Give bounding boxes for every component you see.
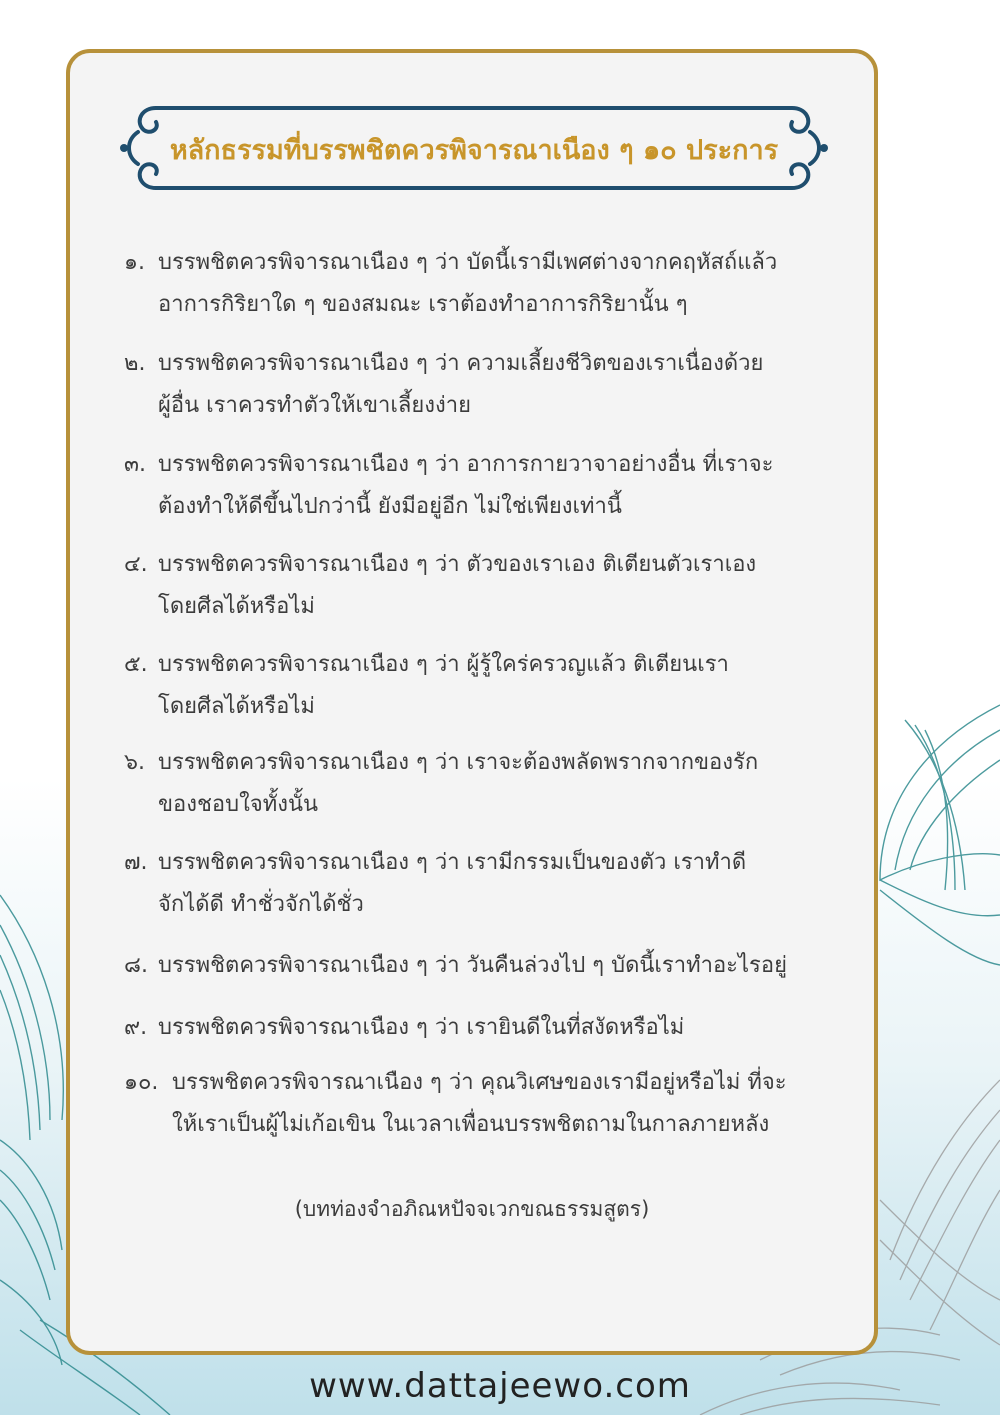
item-text-line2: ของชอบใจทั้งนั้น [158, 792, 319, 817]
item-text-line1: บรรพชิตควรพิจารณาเนือง ๆ ว่า เราจะต้องพลัดพรากจากของรัก [158, 750, 759, 775]
item-text-line2: อาการกิริยาใด ๆ ของสมณะ เราต้องทำอาการกิริยานั้น ๆ [158, 292, 688, 317]
item-number: ๗. [124, 850, 148, 875]
item-text-line1: บรรพชิตควรพิจารณาเนือง ๆ ว่า ผู้รู้ใคร่ครวญแล้ว ติเตียนเรา [158, 652, 729, 677]
item-text-line1: บรรพชิตควรพิจารณาเนือง ๆ ว่า เรามีกรรมเป็นของตัว เราทำดี [158, 850, 747, 875]
item-number: ๖. [124, 750, 145, 775]
item-text-line1: บรรพชิตควรพิจารณาเนือง ๆ ว่า ตัวของเราเอง ติเตียนตัวเราเอง [158, 552, 757, 577]
item-text-line2: ให้เราเป็นผู้ไม่เก้อเขิน ในเวลาเพื่อนบรรพชิตถามในกาลภายหลัง [172, 1112, 770, 1137]
item-number: ๒. [124, 351, 146, 376]
item-number: ๓. [124, 452, 147, 477]
item-text-line2: จักได้ดี ทำชั่วจักได้ชั่ว [158, 892, 364, 917]
page-title: หลักธรรมที่บรรพชิตควรพิจารณาเนือง ๆ ๑๐ ประการ [169, 135, 779, 166]
item-text-line1: บรรพชิตควรพิจารณาเนือง ๆ ว่า เรายินดีในที่สงัดหรือไม่ [158, 1015, 685, 1040]
item-number: ๑. [124, 250, 145, 275]
item-text-line1: บรรพชิตควรพิจารณาเนือง ๆ ว่า ความเลี้ยงชีวิตของเราเนื่องด้วย [158, 351, 764, 376]
item-number: ๙. [124, 1015, 148, 1040]
item-number: ๔. [124, 552, 148, 577]
item-text-line2: โดยศีลได้หรือไม่ [158, 694, 315, 719]
item-text-line1: บรรพชิตควรพิจารณาเนือง ๆ ว่า คุณวิเศษของเรามีอยู่หรือไม่ ที่จะ [172, 1070, 787, 1095]
item-text-line1: บรรพชิตควรพิจารณาเนือง ๆ ว่า วันคืนล่วงไป ๆ บัดนี้เราทำอะไรอยู่ [158, 953, 787, 978]
item-number: ๕. [124, 652, 148, 677]
item-text-line1: บรรพชิตควรพิจารณาเนือง ๆ ว่า อาการกายวาจาอย่างอื่น ที่เราจะ [158, 452, 774, 477]
item-number: ๘. [124, 953, 148, 978]
website-url: www.dattajeewo.com [309, 1366, 691, 1406]
item-text-line2: ผู้อื่น เราควรทำตัวให้เขาเลี้ยงง่าย [158, 393, 471, 418]
item-text-line2: ต้องทำให้ดีขึ้นไปกว่านี้ ยังมีอยู่อีก ไม่ใช่เพียงเท่านี้ [158, 494, 622, 519]
item-text-line2: โดยศีลได้หรือไม่ [158, 594, 315, 619]
item-number: ๑๐. [124, 1070, 159, 1095]
source-citation: (บทท่องจำอภิณหปัจจเวกขณธรรมสูตร) [294, 1197, 650, 1221]
item-text-line1: บรรพชิตควรพิจารณาเนือง ๆ ว่า บัดนี้เรามีเพศต่างจากคฤหัสถ์แล้ว [158, 250, 778, 275]
